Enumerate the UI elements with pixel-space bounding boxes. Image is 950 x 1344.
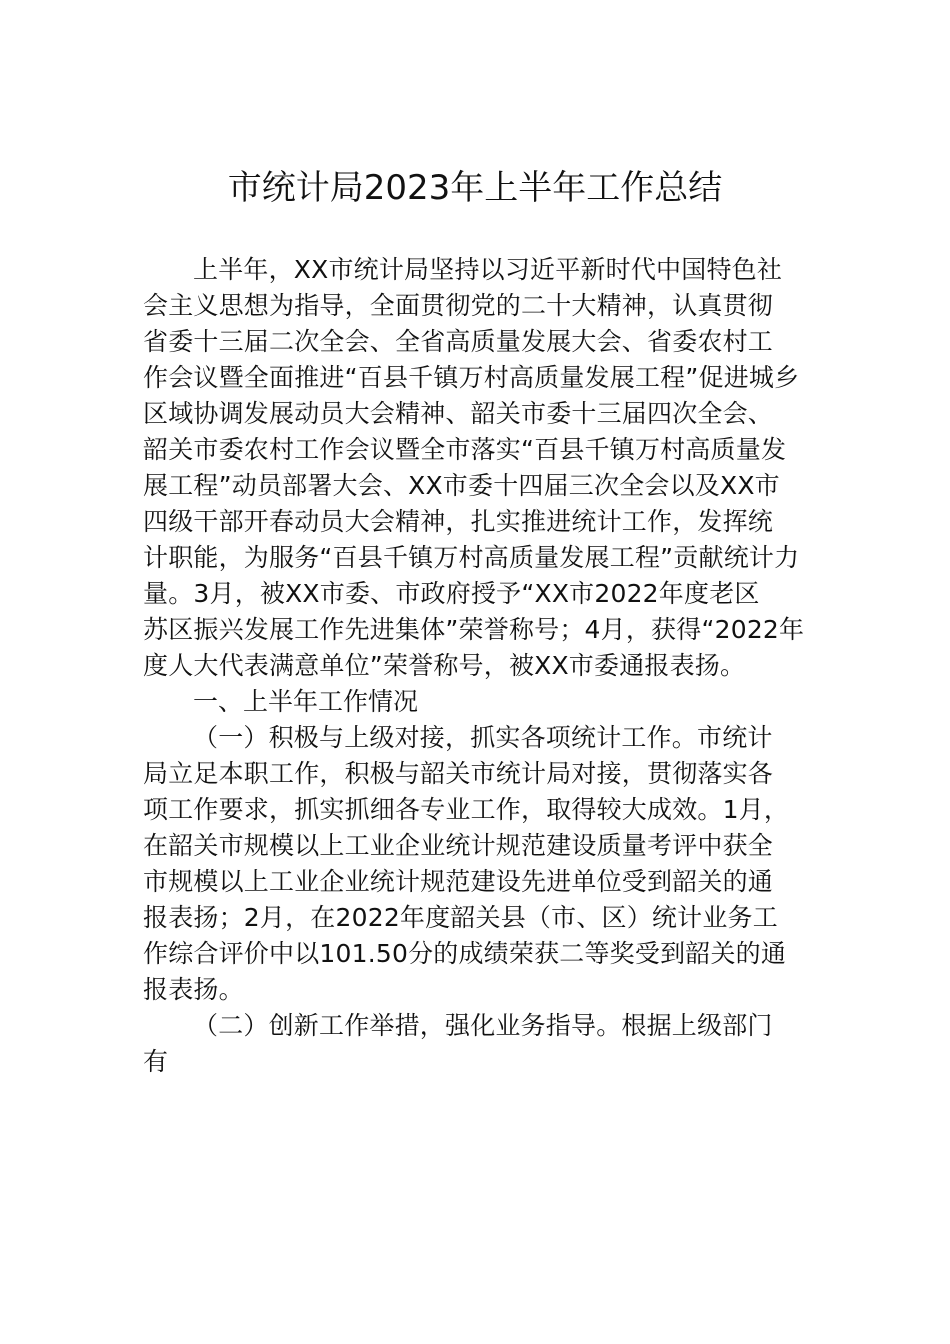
subsection-line: 在韶关市规模以上工业企业统计规范建设质量考评中获全 [143,831,774,860]
subsection-line: 市规模以上工业企业统计规范建设先进单位受到韶关的通 [143,867,774,896]
intro-paragraph [143,252,809,684]
subsection-line: 报表扬。 [143,975,244,1004]
subsection-line: 局立足本职工作，积极与韶关市统计局对接，贯彻落实各 [143,759,774,788]
intro-line: 计职能，为服务“百县千镇万村高质量发展工程”贡献统计力 [143,543,800,572]
subsection-1-paragraph [143,720,809,1008]
subsection-line: 项工作要求，抓实抓细各专业工作，取得较大成效。1月， [143,795,790,824]
document-title: 市统计局2023年上半年工作总结 [227,168,723,208]
document-body [143,252,809,1080]
intro-line: 上半年，XX市统计局坚持以习近平新时代中国特色社 [193,255,783,284]
subsection-line: （二）创新工作举措，强化业务指导。根据上级部门 [193,1011,773,1040]
subsection-line: （一）积极与上级对接，抓实各项统计工作。市统计 [193,723,773,752]
intro-line: 会主义思想为指导，全面贯彻党的二十大精神，认真贯彻 [143,291,774,320]
intro-line: 量。3月，被XX市委、市政府授予“XX市2022年度老区 [143,579,760,608]
intro-line: 区域协调发展动员大会精神、韶关市委十三届四次全会、 [143,399,774,428]
subsection-2-paragraph [143,1008,809,1080]
subsection-line: 有 [143,1047,169,1076]
intro-line: 韶关市委农村工作会议暨全市落实“百县千镇万村高质量发 [143,435,787,464]
intro-line: 苏区振兴发展工作先进集体”荣誉称号；4月，获得“2022年 [143,615,805,644]
subsection-line: 报表扬；2月，在2022年度韶关县（市、区）统计业务工 [143,903,778,932]
subsection-line: 作综合评价中以101.50分的成绩荣获二等奖受到韶关的通 [143,939,787,968]
intro-line: 省委十三届二次全会、全省高质量发展大会、省委农村工 [143,327,774,356]
intro-line: 展工程”动员部署大会、XX市委十四届三次全会以及XX市 [143,471,780,500]
intro-line: 四级干部开春动员大会精神，扎实推进统计工作，发挥统 [143,507,774,536]
intro-line: 作会议暨全面推进“百县千镇万村高质量发展工程”促进城乡 [143,363,800,392]
intro-line: 度人大代表满意单位”荣誉称号，被XX市委通报表扬。 [143,651,746,680]
section-heading: 一、上半年工作情况 [193,687,419,716]
